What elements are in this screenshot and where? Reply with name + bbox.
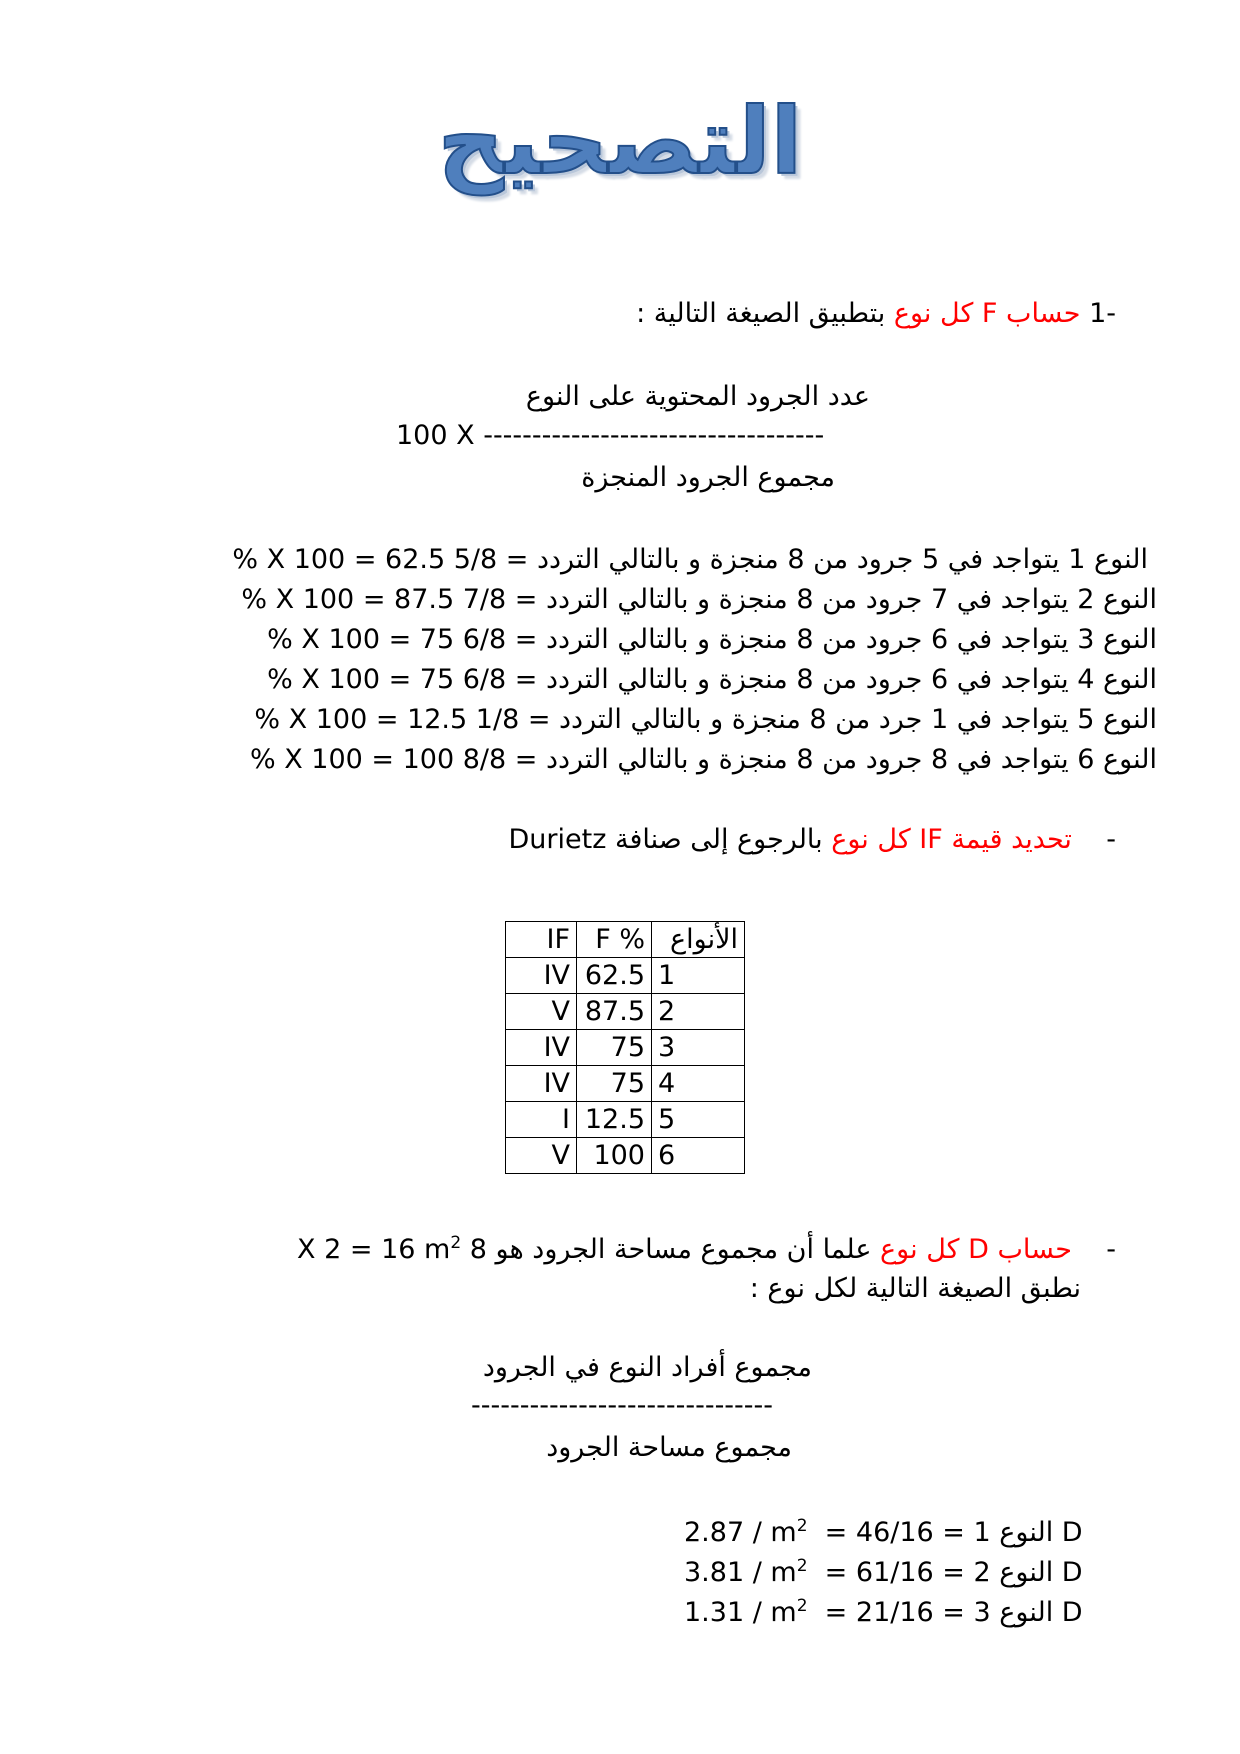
species-line-4: النوع 4 يتواجد في 6 جرود من 8 منجزة و بالتالي التردد = 6/8 X 100 = 75 % xyxy=(267,664,1157,695)
density-value: 2.87 / m xyxy=(684,1517,797,1548)
table-cell-f: 75 xyxy=(577,1030,652,1066)
table-header-row xyxy=(506,922,745,958)
density-result-1: $2.87 / m^2 = 46/16 = D$ النوع 1 xyxy=(684,1515,1083,1551)
table-cell-f: 100 xyxy=(577,1138,652,1174)
section-3-exponent: 2 xyxy=(450,1233,462,1253)
table-cell-species: 3 xyxy=(652,1030,745,1066)
table-cell-species: 4 xyxy=(652,1066,745,1102)
table-cell-f: 75 xyxy=(577,1066,652,1102)
section-1-label-red: حساب F كل نوع xyxy=(893,298,1081,329)
density-value: 3.81 / m xyxy=(684,1557,797,1588)
table-header-if: IF xyxy=(506,922,577,958)
table-cell-if: IV xyxy=(506,1066,577,1102)
section-1-label-rest: بتطبيق الصيغة التالية : xyxy=(636,298,894,329)
table-header-f: F % xyxy=(577,922,652,958)
table-cell-if: V xyxy=(506,994,577,1030)
species-line-1: النوع 1 يتواجد في 5 جرود من 8 منجزة و بالتالي التردد = 5/8 X 100 = 62.5 % xyxy=(232,544,1148,575)
table-row xyxy=(506,1138,745,1174)
table-cell-f: 87.5 xyxy=(577,994,652,1030)
density-label: D النوع 2 xyxy=(973,1557,1083,1588)
formula-1-factor: 100 X ----------------------------------- xyxy=(396,420,825,451)
section-3-label-rest: علما أن مجموع مساحة الجرود هو 8 X 2 = 16 m xyxy=(297,1234,881,1265)
species-line-5: النوع 5 يتواجد في 1 جرد من 8 منجزة و بالتالي التردد = 1/8 X 100 = 12.5 % xyxy=(254,704,1157,735)
table-cell-if: I xyxy=(506,1102,577,1138)
formula-1-numerator: عدد الجرود المحتوية على النوع xyxy=(525,381,870,412)
table-cell-if: IV xyxy=(506,1030,577,1066)
table-cell-f: 12.5 xyxy=(577,1102,652,1138)
page-title: التصحيح xyxy=(437,88,803,195)
section-3-heading xyxy=(297,1232,1116,1268)
density-calc: 21/16 xyxy=(855,1597,934,1628)
density-value: 1.31 / m xyxy=(684,1597,797,1628)
table-row xyxy=(506,994,745,1030)
species-line-3: النوع 3 يتواجد في 6 جرود من 8 منجزة و بالتالي التردد = 6/8 X 100 = 75 % xyxy=(267,624,1157,655)
if-table xyxy=(505,921,745,1174)
table-cell-if: V xyxy=(506,1138,577,1174)
density-exponent: 2 xyxy=(796,1516,808,1536)
table-cell-if: IV xyxy=(506,958,577,994)
table-row xyxy=(506,958,745,994)
formula-2-bar: ------------------------------- xyxy=(471,1390,774,1421)
section-1-number: -1 xyxy=(1089,298,1116,329)
formula-2-numerator: مجموع أفراد النوع في الجرود xyxy=(482,1352,812,1383)
section-2-label-red: تحديد قيمة IF كل نوع xyxy=(831,824,1072,855)
section-1-heading xyxy=(636,296,1116,332)
density-label: D النوع 3 xyxy=(973,1597,1083,1628)
section-2-heading xyxy=(509,822,1116,858)
density-result-3: $1.31 / m^2 = 21/16 = D$ النوع 3 xyxy=(684,1595,1083,1631)
table-row xyxy=(506,1030,745,1066)
section-3-line-2: نطبق الصيغة التالية لكل نوع : xyxy=(749,1273,1081,1304)
species-line-6: النوع 6 يتواجد في 8 جرود من 8 منجزة و بالتالي التردد = 8/8 X 100 = 100 % xyxy=(249,744,1157,775)
table-cell-f: 62.5 xyxy=(577,958,652,994)
species-line-2: النوع 2 يتواجد في 7 جرود من 8 منجزة و بالتالي التردد = 7/8 X 100 = 87.5 % xyxy=(241,584,1157,615)
section-3-dash: - xyxy=(1106,1234,1116,1265)
table-cell-species: 2 xyxy=(652,994,745,1030)
table-header-species: الأنواع xyxy=(652,922,745,958)
density-calc: 61/16 xyxy=(855,1557,934,1588)
formula-2-denominator: مجموع مساحة الجرود xyxy=(546,1432,792,1463)
density-calc: 46/16 xyxy=(855,1517,934,1548)
table-cell-species: 1 xyxy=(652,958,745,994)
table-cell-species: 6 xyxy=(652,1138,745,1174)
density-label: D النوع 1 xyxy=(973,1517,1083,1548)
density-exponent: 2 xyxy=(796,1556,808,1576)
formula-1-denominator: مجموع الجرود المنجزة xyxy=(581,462,835,493)
section-3-label-red: حساب D كل نوع xyxy=(880,1234,1072,1265)
table-cell-species: 5 xyxy=(652,1102,745,1138)
table-row xyxy=(506,1102,745,1138)
table-row xyxy=(506,1066,745,1102)
section-2-label-rest: بالرجوع إلى صنافة Durietz xyxy=(508,824,832,855)
section-2-dash: - xyxy=(1106,824,1116,855)
density-result-2: $3.81 / m^2 = 61/16 = D$ النوع 2 xyxy=(684,1555,1083,1591)
density-exponent: 2 xyxy=(796,1596,808,1616)
